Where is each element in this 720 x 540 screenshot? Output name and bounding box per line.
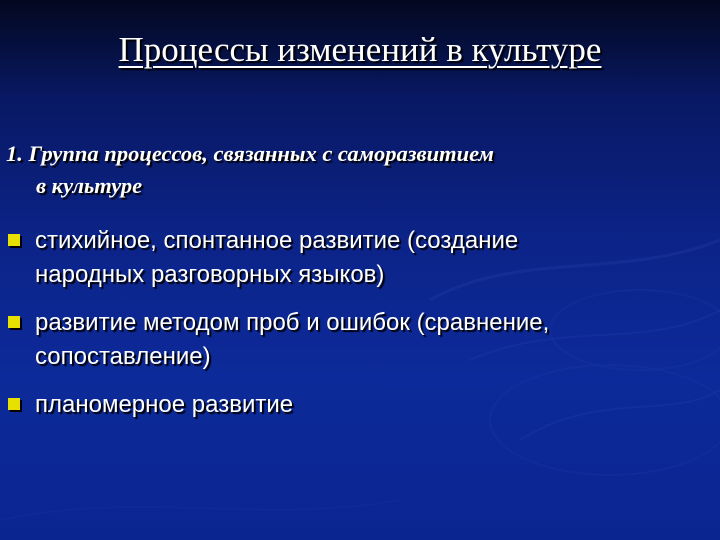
bullet-item-trial-error bbox=[0, 306, 700, 374]
bullet-item-planned bbox=[0, 388, 700, 422]
bullet-line-1: развитие методом проб и ошибок (сравнение, bbox=[35, 309, 550, 336]
bullet-line-1: планомерное развитие bbox=[35, 391, 294, 418]
bullet-line-2: народных разговорных языков) bbox=[35, 261, 385, 288]
square-bullet-icon bbox=[8, 234, 20, 246]
intro-line-1: 1. Группа процессов, связанных с саморазвитием bbox=[6, 141, 494, 166]
page-title: Процессы изменений в культуре bbox=[118, 30, 602, 69]
bullet-item-spontaneous bbox=[0, 224, 700, 292]
bullet-list bbox=[0, 224, 700, 436]
intro-heading bbox=[6, 138, 712, 202]
intro-line-2: в культуре bbox=[36, 173, 143, 198]
bullet-line-2: сопоставление) bbox=[35, 343, 211, 370]
bullet-line-1: стихийное, спонтанное развитие (создание bbox=[35, 227, 519, 254]
square-bullet-icon bbox=[8, 398, 20, 410]
square-bullet-icon bbox=[8, 316, 20, 328]
